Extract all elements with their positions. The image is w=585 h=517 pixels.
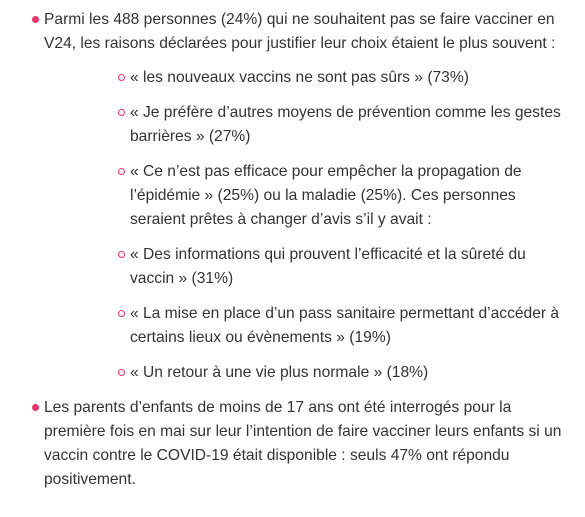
sub-list-item bbox=[44, 160, 575, 232]
sub-list-item bbox=[44, 243, 575, 291]
bullet-circle-icon bbox=[118, 369, 125, 376]
bullet-circle-icon bbox=[118, 109, 125, 116]
sub-list-item-text: « Ce n’est pas efficace pour empêcher la propagation de l’épidémie » (25%) ou la maladie (25%). Ces personnes seraient prêtes à changer d’avis s’il y avait : bbox=[130, 163, 522, 228]
bullet-dot-icon bbox=[32, 404, 39, 411]
sub-list-item-text: « La mise en place d’un pass sanitaire permettant d’accéder à certains lieux ou évènements » (19%) bbox=[130, 305, 560, 346]
bullet-list bbox=[0, 8, 585, 492]
sub-list-item-text: « Des informations qui prouvent l’efficacité et la sûreté du vaccin » (31%) bbox=[130, 246, 526, 287]
bullet-circle-icon bbox=[118, 310, 125, 317]
bullet-circle-icon bbox=[118, 74, 125, 81]
sub-list-item-text: « Je préfère d’autres moyens de prévention comme les gestes barrières » (27%) bbox=[130, 104, 561, 145]
sub-list-item-text: « les nouveaux vaccins ne sont pas sûrs » (73%) bbox=[130, 69, 469, 86]
list-item-text: Les parents d’enfants de moins de 17 ans ont été interrogés pour la première fois en mai sur leur l’intention de faire vacciner leurs enfants si un vaccin contre le COVID-19 était disponible : seuls 47% ont répondu positivement. bbox=[44, 399, 562, 488]
list-item-text: Parmi les 488 personnes (24%) qui ne souhaitent pas se faire vacciner en V24, les raisons déclarées pour justifier leur choix étaient le plus souvent : bbox=[44, 11, 556, 52]
sub-list bbox=[44, 66, 575, 385]
bullet-circle-icon bbox=[118, 251, 125, 258]
sub-list-item bbox=[44, 361, 575, 385]
list-item bbox=[0, 396, 585, 492]
list-item bbox=[0, 8, 585, 385]
sub-list-item bbox=[44, 302, 575, 350]
bullet-dot-icon bbox=[32, 16, 39, 23]
sub-list-item-text: « Un retour à une vie plus normale » (18%) bbox=[130, 364, 429, 381]
bullet-circle-icon bbox=[118, 168, 125, 175]
sub-list-item bbox=[44, 66, 575, 90]
sub-list-item bbox=[44, 101, 575, 149]
